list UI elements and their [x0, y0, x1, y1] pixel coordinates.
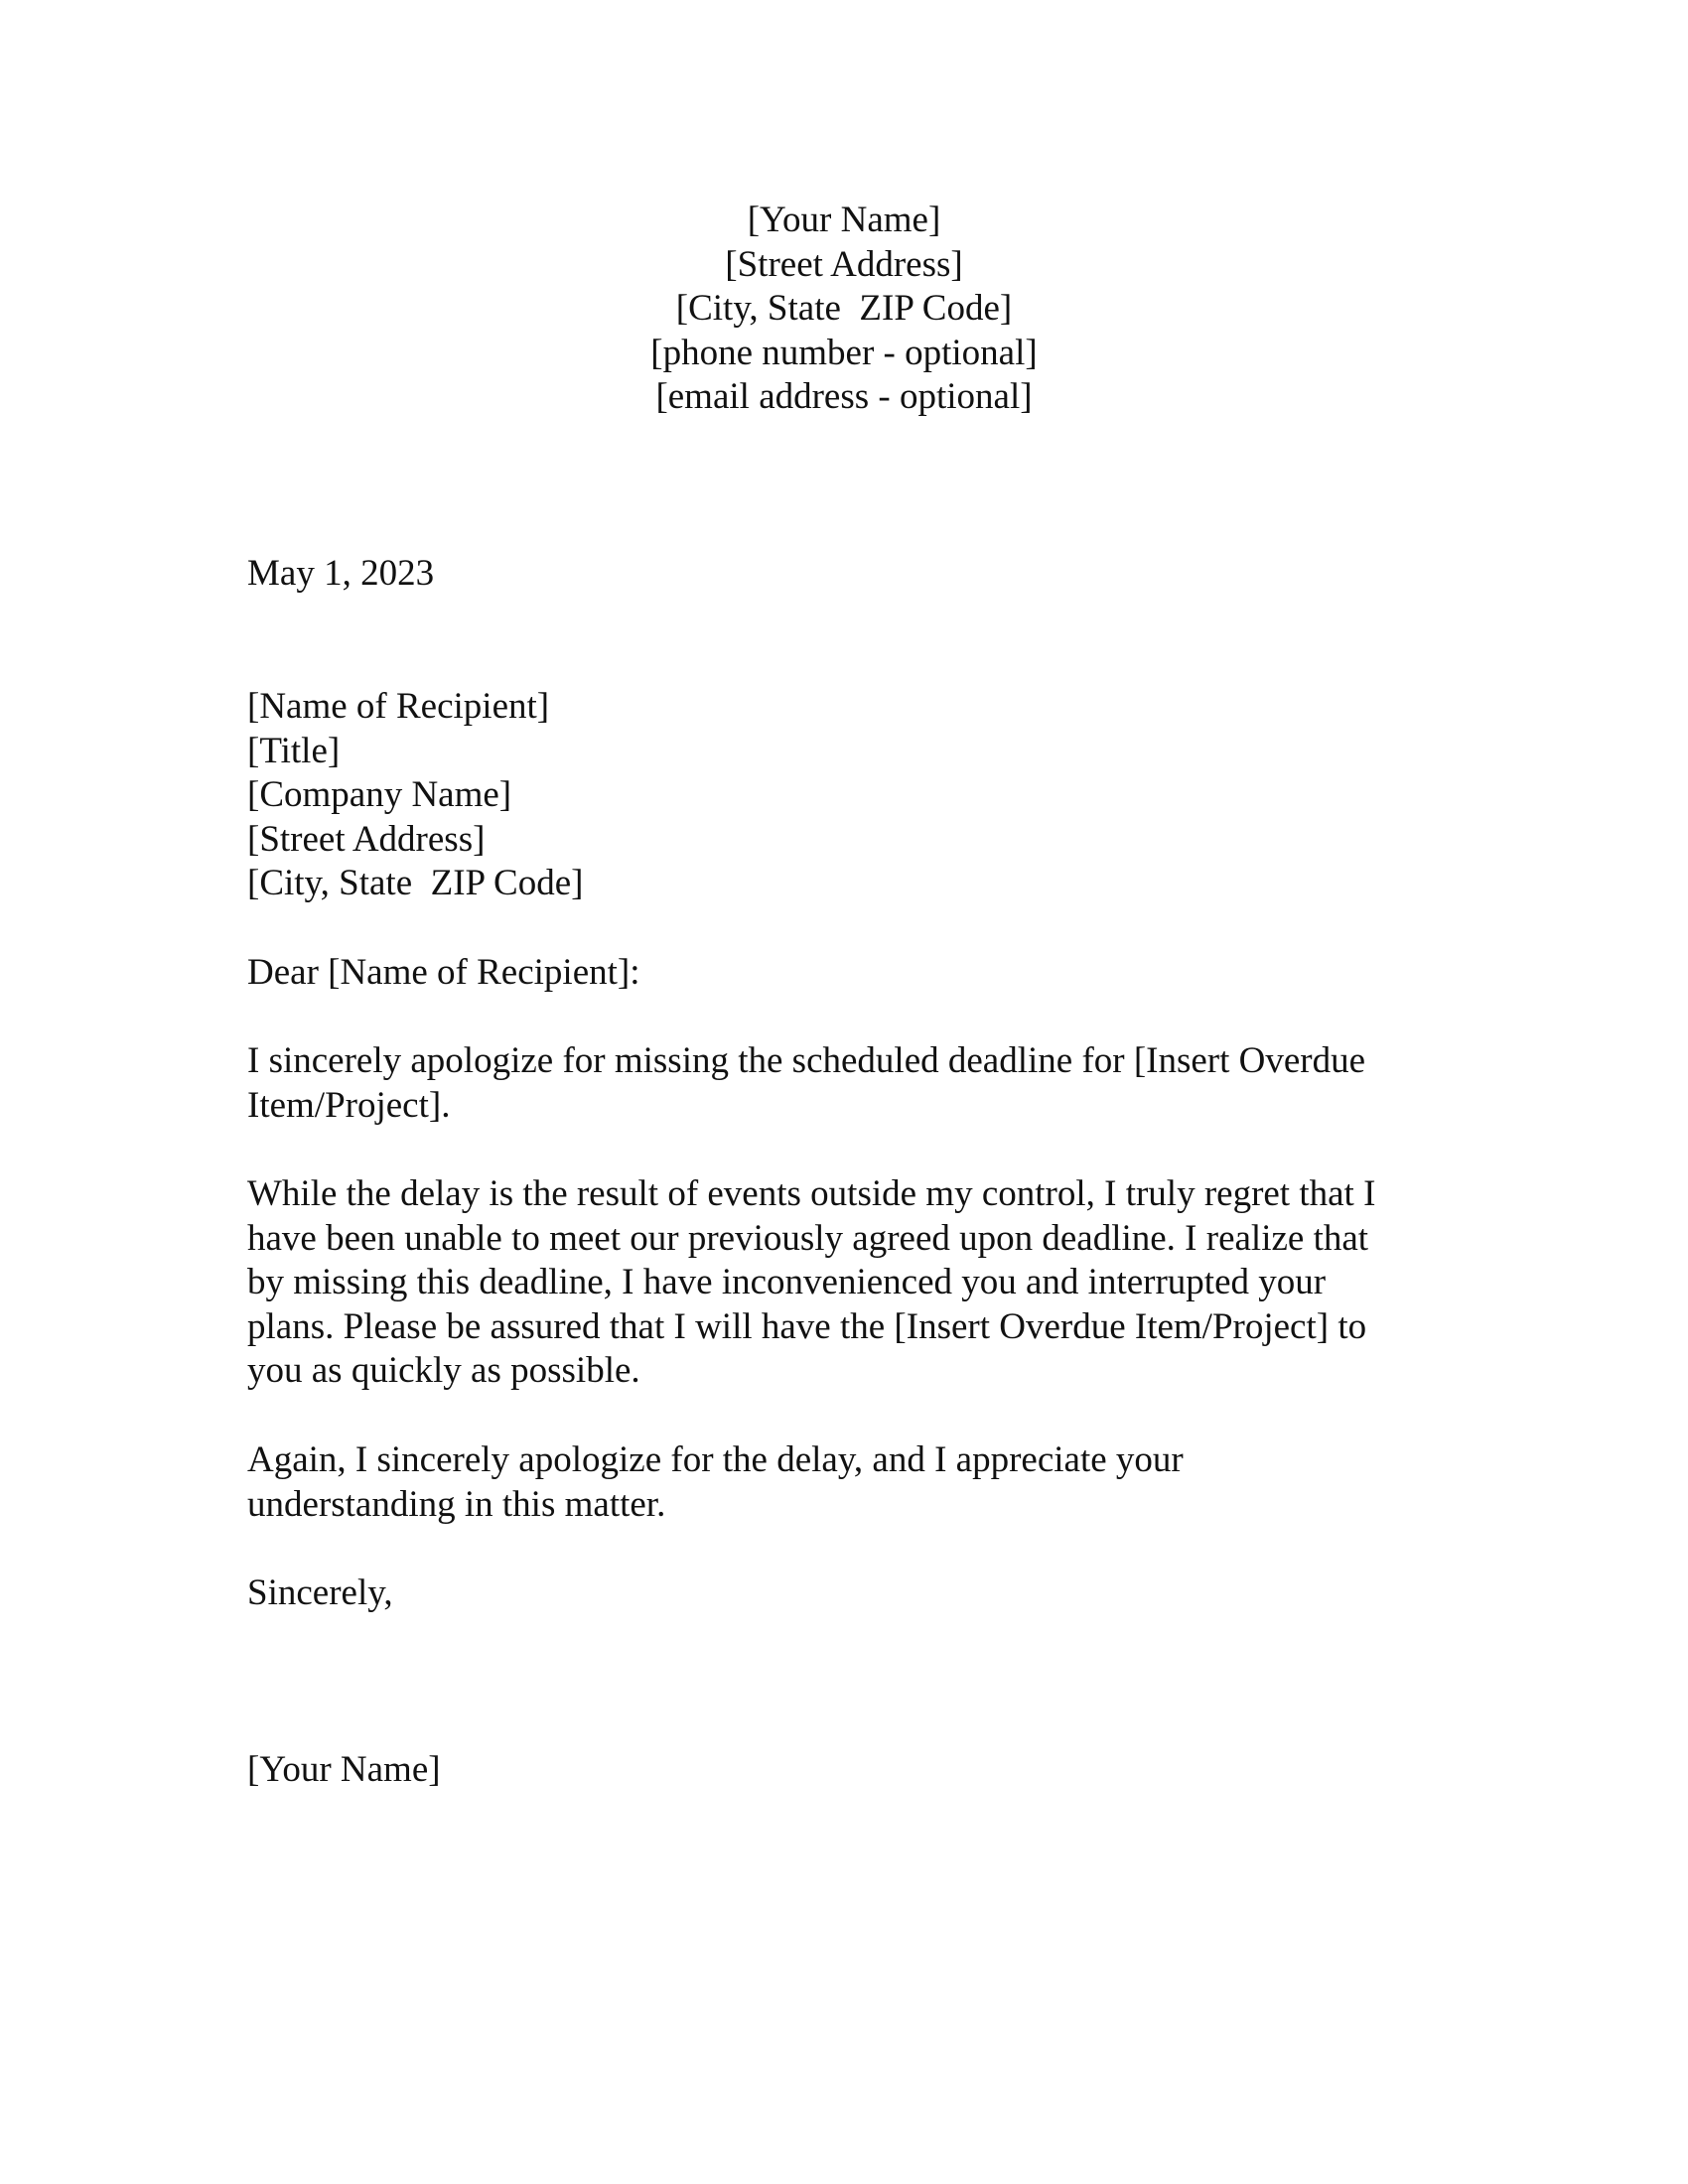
sender-email: [email address - optional]: [655, 376, 1033, 417]
sender-address-block: [0, 199, 1688, 420]
body-paragraph-2: [247, 1172, 1439, 1394]
sender-name: [Your Name]: [747, 200, 941, 240]
sender-street: [Street Address]: [725, 243, 963, 285]
recipient-street: [Street Address]: [247, 818, 486, 860]
paragraph-line: Item/Project].: [247, 1084, 451, 1126]
paragraph-line: While the delay is the result of events outside my control, I truly regret that I: [247, 1173, 1376, 1214]
sender-phone: [phone number - optional]: [650, 332, 1038, 373]
letter-date: May 1, 2023: [247, 553, 435, 594]
salutation: Dear [Name of Recipient]:: [247, 952, 640, 993]
recipient-company: [Company Name]: [247, 774, 512, 815]
paragraph-line: Again, I sincerely apologize for the delay, and I appreciate your: [247, 1439, 1184, 1480]
recipient-address-block: [247, 685, 583, 906]
paragraph-line: understanding in this matter.: [247, 1483, 666, 1525]
paragraph-line: plans. Please be assured that I will have the [Insert Overdue Item/Project] to: [247, 1305, 1367, 1347]
recipient-title: [Title]: [247, 730, 341, 771]
sender-city-state-zip: [City, State ZIP Code]: [675, 288, 1013, 329]
paragraph-line: I sincerely apologize for missing the scheduled deadline for [Insert Overdue: [247, 1040, 1366, 1081]
recipient-name: [Name of Recipient]: [247, 686, 550, 727]
signature-name: [Your Name]: [247, 1749, 441, 1790]
paragraph-line: have been unable to meet our previously agreed upon deadline. I realize that: [247, 1217, 1369, 1259]
closing: Sincerely,: [247, 1572, 393, 1613]
paragraph-line: you as quickly as possible.: [247, 1350, 640, 1391]
body-paragraph-1: [247, 1039, 1439, 1128]
paragraph-line: by missing this deadline, I have inconvenienced you and interrupted your: [247, 1262, 1327, 1302]
recipient-city-state-zip: [City, State ZIP Code]: [247, 863, 584, 903]
body-paragraph-3: [247, 1438, 1439, 1527]
